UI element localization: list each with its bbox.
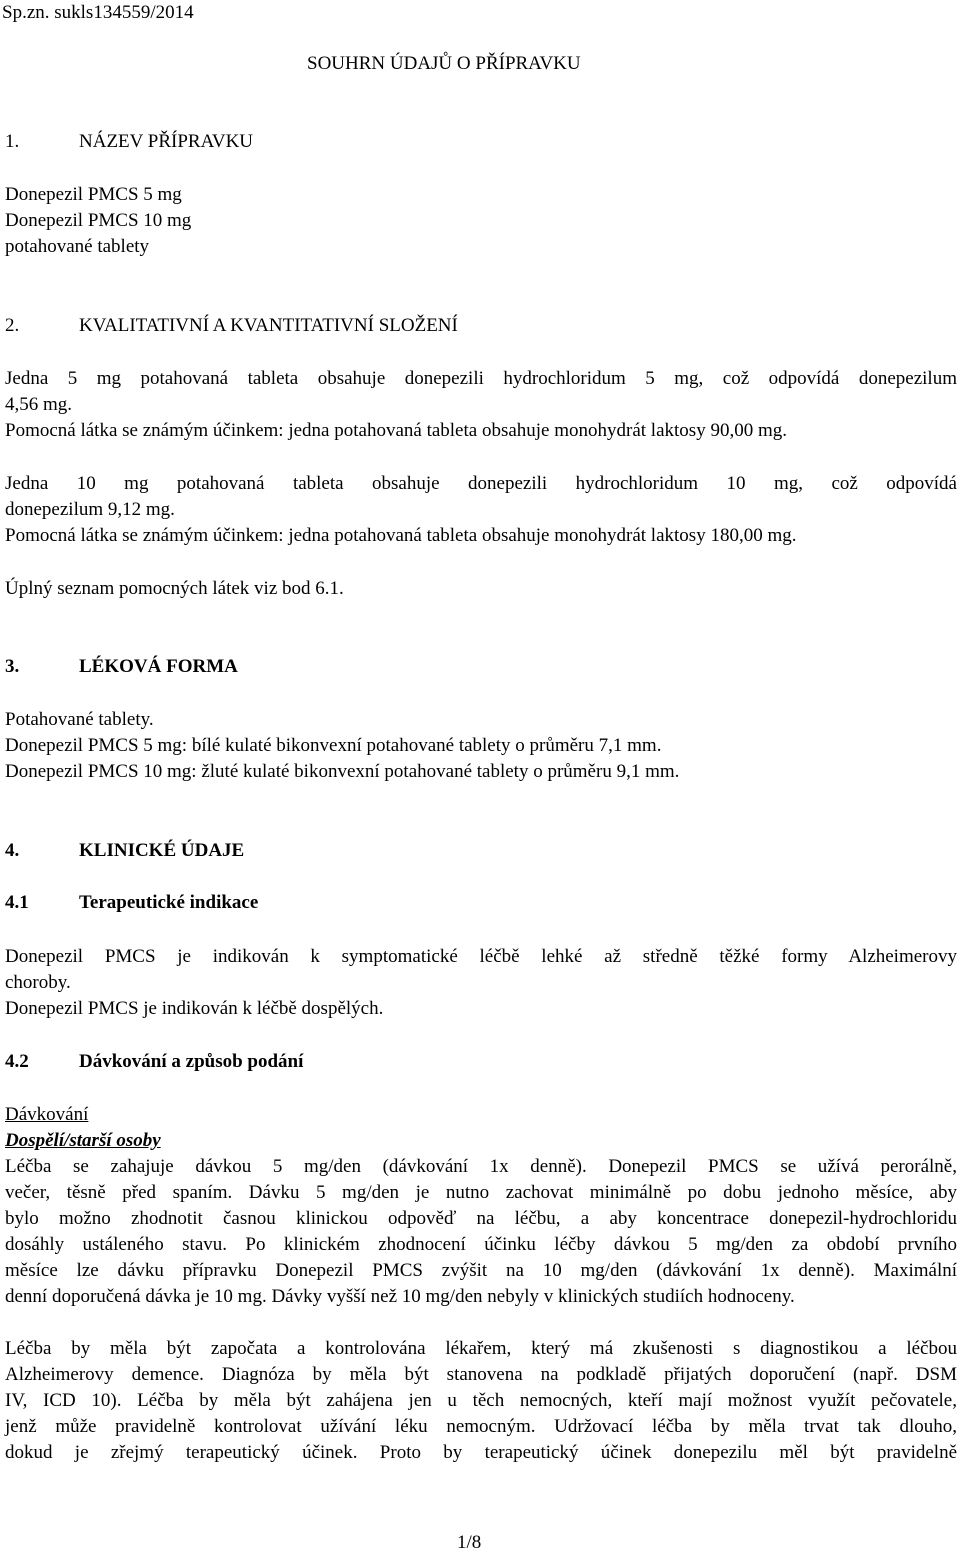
treatment-paragraph-line: Léčba by měla být započata a kontrolována lékařem, který má zkušenosti s diagnostikou a léčbou [5, 1338, 957, 1359]
composition-text: Jedna 5 mg potahovaná tableta obsahuje donepezili hydrochloridum 5 mg, což odpovídá donepezilum [5, 368, 957, 389]
section-title: KVALITATIVNÍ A KVANTITATIVNÍ SLOŽENÍ [79, 315, 458, 336]
dosage-form-text: Potahované tablety. [5, 709, 154, 730]
subsection-title: Terapeutické indikace [79, 892, 259, 913]
treatment-paragraph-line: jenž může pravidelně kontrolovat užívání léku nemocným. Udržovací léčba by měla trvat tak dlouho, [5, 1416, 957, 1437]
excipient-reference: Úplný seznam pomocných látek viz bod 6.1. [5, 578, 344, 599]
subsection-number: 4.2 [5, 1051, 29, 1072]
composition-text: 4,56 mg. [5, 394, 73, 415]
indication-text: Donepezil PMCS je indikován k léčbě dospělých. [5, 998, 384, 1019]
product-name-line: potahované tablety [5, 236, 150, 257]
section-title: LÉKOVÁ FORMA [79, 656, 238, 677]
population-subheading: Dospělí/starší osoby [5, 1130, 161, 1151]
dosage-form-text: Donepezil PMCS 10 mg: žluté kulaté bikonvexní potahované tablety o průměru 9,1 mm. [5, 761, 680, 782]
section-heading-4 [5, 838, 244, 864]
section-number: 2. [5, 315, 20, 336]
dosage-subheading: Dávkování [5, 1104, 89, 1125]
section-heading-3 [5, 654, 238, 680]
composition-text: donepezilum 9,12 mg. [5, 499, 175, 520]
section-number: 1. [5, 131, 20, 152]
dosage-form-text: Donepezil PMCS 5 mg: bílé kulaté bikonvexní potahované tablety o průměru 7,1 mm. [5, 735, 662, 756]
section-number: 4. [5, 840, 20, 861]
composition-text: Jedna 10 mg potahovaná tableta obsahuje donepezili hydrochloridum 10 mg, což odpovídá [5, 473, 957, 494]
page-number: 1/8 [457, 1532, 482, 1553]
subsection-heading-4-1 [5, 890, 258, 916]
excipient-text: Pomocná látka se známým účinkem: jedna potahovaná tableta obsahuje monohydrát laktosy 90,00 mg. [5, 420, 787, 441]
dosage-paragraph-line: bylo možno zhodnotit časnou klinickou odpověď na léčbu, a aby koncentrace donepezil-hydrochloridu [5, 1208, 957, 1229]
section-heading-1 [5, 129, 253, 155]
indication-text: choroby. [5, 972, 71, 993]
subsection-heading-4-2 [5, 1049, 303, 1075]
section-title: NÁZEV PŘÍPRAVKU [79, 131, 254, 152]
section-title: KLINICKÉ ÚDAJE [79, 840, 245, 861]
dosage-paragraph-line: večer, těsně před spaním. Dávku 5 mg/den je nutno zachovat minimálně po dobu jednoho měsíce, aby [5, 1182, 957, 1203]
dosage-paragraph-line: dosáhly ustáleného stavu. Po klinickém zhodnocení účinku léčby dávkou 5 mg/den za období prvního [5, 1234, 957, 1255]
indication-text: Donepezil PMCS je indikován k symptomatické léčbě lehké až středně těžké formy Alzheimerovy [5, 946, 957, 967]
document-title: SOUHRN ÚDAJŮ O PŘÍPRAVKU [307, 53, 581, 74]
subsection-number: 4.1 [5, 892, 29, 913]
subsection-title: Dávkování a způsob podání [79, 1051, 304, 1072]
product-name-line: Donepezil PMCS 10 mg [5, 210, 192, 231]
treatment-paragraph-line: dokud je zřejmý terapeutický účinek. Proto by terapeutický účinek donepezilu měl být pravidelně [5, 1442, 957, 1463]
dosage-paragraph-line: měsíce lze dávku přípravku Donepezil PMCS zvýšit na 10 mg/den (dávkování 1x denně). Maximální [5, 1260, 957, 1281]
dosage-paragraph-line: denní doporučená dávka je 10 mg. Dávky vyšší než 10 mg/den nebyly v klinických studiích hodnoceny. [5, 1286, 795, 1307]
section-number: 3. [5, 656, 20, 677]
dosage-paragraph-line: Léčba se zahajuje dávkou 5 mg/den (dávkování 1x denně). Donepezil PMCS se užívá perorálně, [5, 1156, 957, 1177]
product-name-line: Donepezil PMCS 5 mg [5, 184, 182, 205]
treatment-paragraph-line: IV, ICD 10). Léčba by měla být zahájena jen u těch nemocných, kteří mají možnost využít pečovatele, [5, 1390, 957, 1411]
treatment-paragraph-line: Alzheimerovy demence. Diagnóza by měla být stanovena na podkladě přijatých doporučení (např. DSM [5, 1364, 957, 1385]
section-heading-2 [5, 313, 458, 339]
excipient-text: Pomocná látka se známým účinkem: jedna potahovaná tableta obsahuje monohydrát laktosy 180,00 mg. [5, 525, 797, 546]
reference-number: Sp.zn. sukls134559/2014 [2, 2, 194, 23]
